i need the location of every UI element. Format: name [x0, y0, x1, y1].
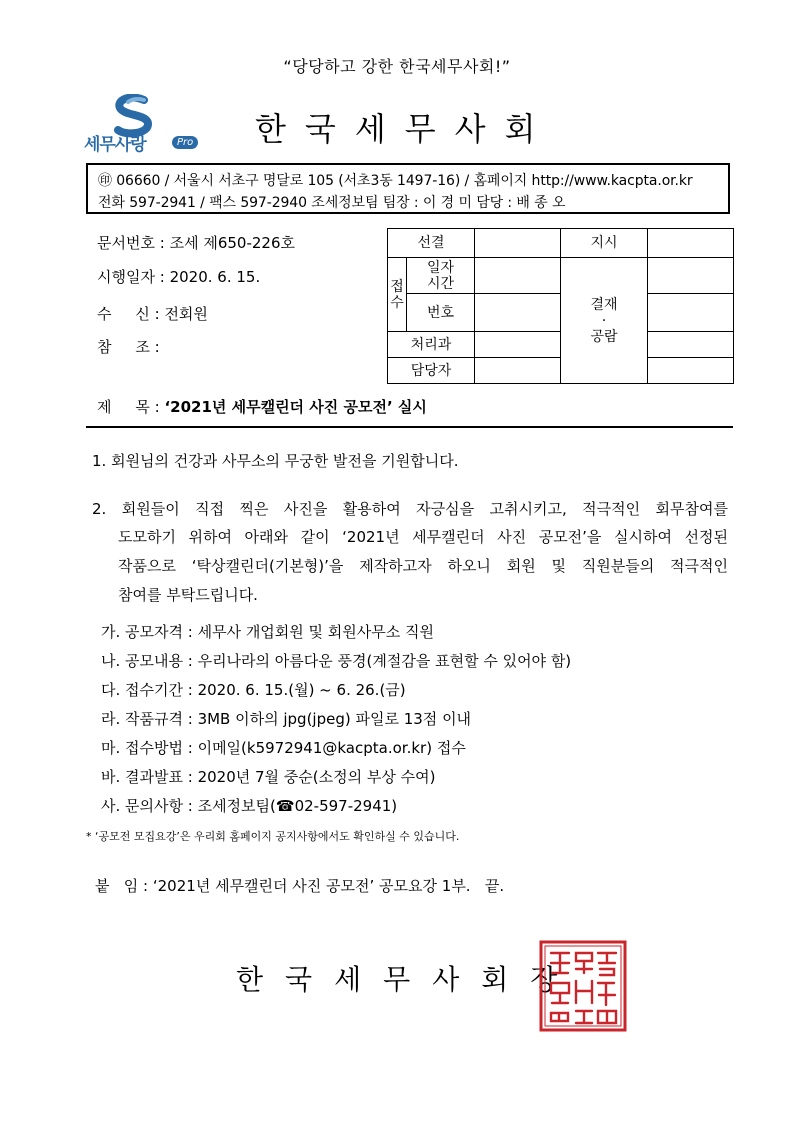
cheorigwa-cell: 처리과: [388, 332, 475, 358]
date-row: [97, 266, 260, 287]
subject-title: ‘2021년 세무캘린더 사진 공모전’ 실시: [164, 398, 427, 416]
ilja-cell: 일자 시간: [407, 258, 475, 294]
damdangja-cell: 담당자: [388, 358, 475, 384]
reference-label: 참 조 :: [97, 338, 160, 356]
signature-title-suffix: 장: [530, 963, 580, 996]
logo-pro-badge: Pro: [172, 136, 198, 149]
paragraph-2-line-1: 2. 회원들이 직접 찍은 사진을 활용하여 자긍심을 고취시키고, 적극적인 회무참여를: [92, 500, 728, 518]
doc-number-label: 문서번호 :: [97, 234, 165, 252]
beonho-value: [475, 294, 561, 332]
paragraph-2-line-2: 도모하기 위하여 아래와 같이 ‘2021년 세무캘린더 사진 공모전’을 실시하여 선정된: [118, 528, 728, 546]
approval-slot-2: [648, 294, 734, 332]
signature-org: [236, 958, 579, 998]
paragraph-1: 1. 회원님의 건강과 사무소의 무궁한 발전을 기원합니다.: [92, 452, 459, 470]
attachment: 붙 임 : ‘2021년 세무캘린더 사진 공모전’ 공모요강 1부. 끝.: [95, 877, 505, 895]
doc-number: 조세 제650-226호: [169, 234, 295, 252]
subject-row: [97, 396, 427, 417]
official-seal-icon: [538, 939, 628, 1033]
subject-label: 제 목 :: [97, 398, 160, 416]
recipient-row: [97, 303, 208, 324]
gyeoljae-cell: 결재 · 공람: [561, 258, 648, 384]
logo-text: 세무사랑: [84, 135, 146, 155]
recipient-value: 전회원: [164, 305, 208, 323]
item-da: 다. 접수기간 : 2020. 6. 15.(월) ~ 6. 26.(금): [101, 681, 406, 699]
approval-table: [387, 228, 734, 384]
note: * ‘공모전 모집요강’은 우리회 홈페이지 공지사항에서도 확인하실 수 있습니다.: [86, 830, 460, 843]
signature-org-name: 한국세무사회: [236, 963, 531, 996]
doc-number-row: [97, 232, 295, 253]
jisi-cell: 지시: [561, 229, 648, 258]
paragraph-2-line-3: 작품으로 ‘탁상캘린더(기본형)’을 제작하고자 하오니 회원 및 직원분들의 적극적인: [118, 557, 728, 575]
item-ma: 마. 접수방법 : 이메일(k5972941@kacpta.or.kr) 접수: [101, 739, 466, 757]
approval-slot-1: [648, 258, 734, 294]
seongyeol-value: [475, 229, 561, 258]
item-ra: 라. 작품규격 : 3MB 이하의 jpg(jpeg) 파일로 13점 이내: [101, 710, 472, 728]
address-line-2: 전화 597-2941 / 팩스 597-2940 조세정보팀 팀장 : 이 경 미 담당 : 배 종 오: [98, 195, 566, 211]
ilja-value: [475, 258, 561, 294]
date-value: 2020. 6. 15.: [169, 268, 261, 286]
item-na: 나. 공모내용 : 우리나라의 아름다운 풍경(계절감을 표현할 수 있어야 함): [101, 652, 572, 670]
seongyeol-cell: 선결: [388, 229, 475, 258]
address-box: [86, 163, 730, 214]
motto: “당당하고 강한 한국세무사회!”: [283, 57, 511, 76]
jeopsu-cell: 접 수: [388, 258, 407, 332]
recipient-label: 수 신 :: [97, 305, 160, 323]
approval-slot-3: [648, 332, 734, 358]
address-line-1: ㊞ 06660 / 서울시 서초구 명달로 105 (서초3동 1497-16) / 홈페이지 http://www.kacpta.or.kr: [98, 173, 693, 189]
divider: [86, 426, 733, 428]
paragraph-2-line-4: 참여를 부탁드립니다.: [118, 586, 258, 604]
cheorigwa-value: [475, 332, 561, 358]
damdangja-value: [475, 358, 561, 384]
date-label: 시행일자 :: [97, 268, 165, 286]
item-ga: 가. 공모자격 : 세무사 개업회원 및 회원사무소 직원: [101, 623, 435, 641]
reference-row: [97, 336, 160, 357]
beonho-cell: 번호: [407, 294, 475, 332]
org-title: 한국세무사회: [255, 110, 555, 148]
approval-slot-4: [648, 358, 734, 384]
jisi-value: [648, 229, 734, 258]
item-ba: 바. 결과발표 : 2020년 7월 중순(소정의 부상 수여): [101, 768, 436, 786]
item-sa: 사. 문의사항 : 조세정보팀(☎02-597-2941): [101, 797, 398, 815]
